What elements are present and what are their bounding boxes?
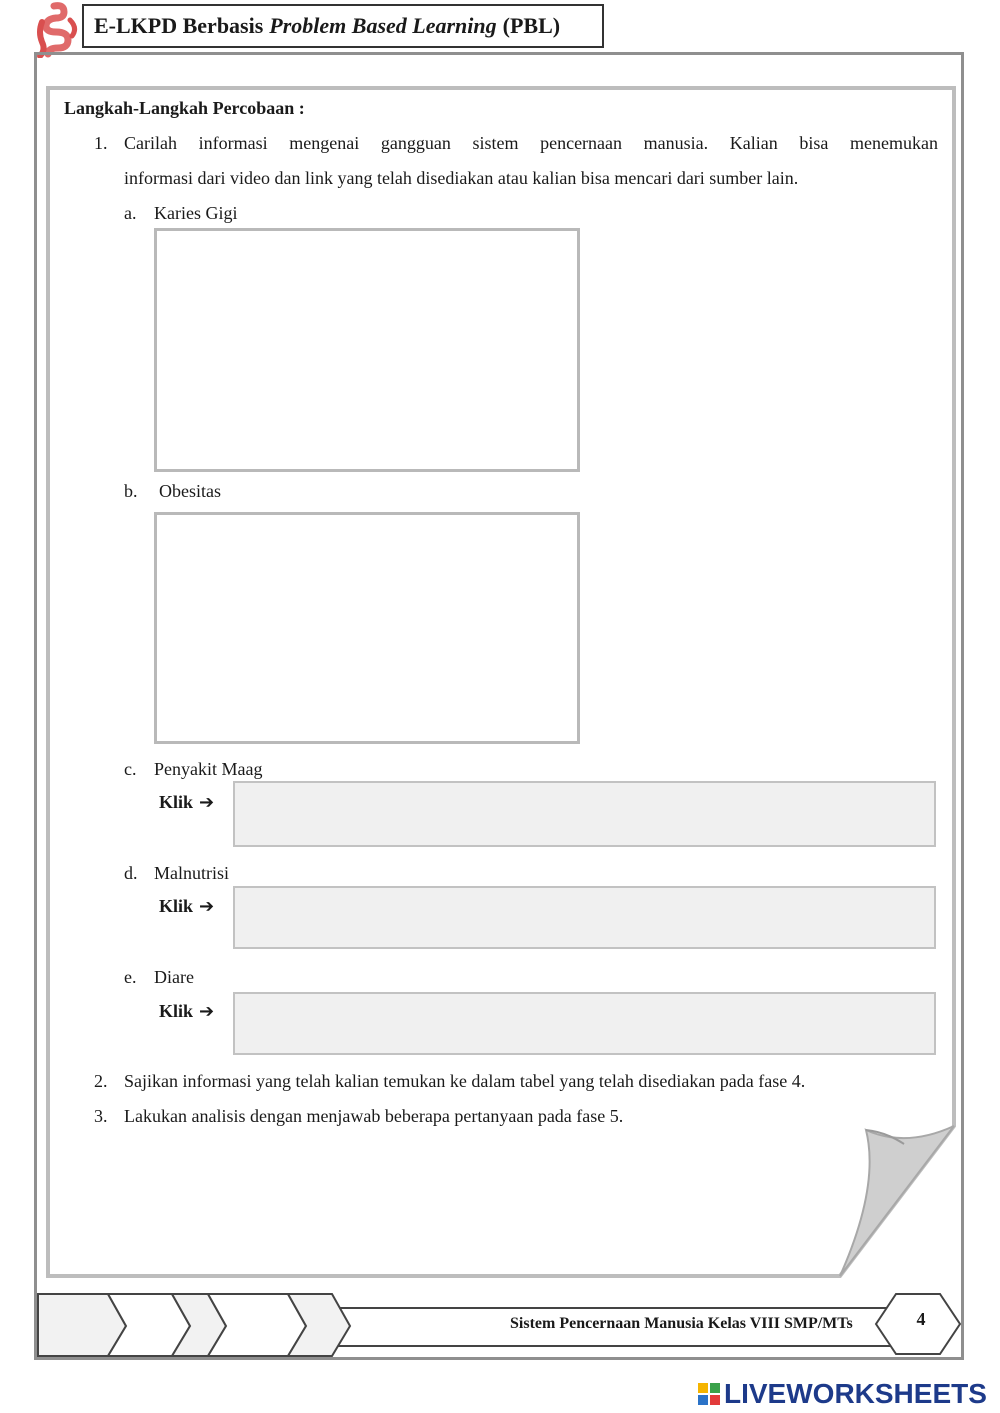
- step-2-text: Sajikan informasi yang telah kalian temukan ke dalam tabel yang telah disediakan pada fase 4.: [124, 1071, 806, 1091]
- sub-item-a-label: Karies Gigi: [154, 203, 238, 223]
- title-italic: Problem Based Learning: [269, 13, 497, 38]
- sub-item-b-label: Obesitas: [159, 481, 221, 501]
- page-number: 4: [916, 1309, 926, 1329]
- answer-box-karies-gigi[interactable]: [154, 228, 580, 472]
- step-1-text-line2: informasi dari video dan link yang telah disediakan atau kalian bisa mencari dari sumber lain.: [124, 168, 799, 188]
- step-1-text-line1: Carilah informasi mengenai gangguan sistem pencernaan manusia. Kalian bisa menemukan: [124, 133, 938, 153]
- sub-item-c-letter: c.: [124, 759, 137, 779]
- sub-item-e-label: Diare: [154, 967, 194, 987]
- answer-box-obesitas[interactable]: [154, 512, 580, 744]
- page-title: [82, 4, 604, 48]
- title-prefix: E-LKPD Berbasis: [94, 13, 264, 38]
- sub-item-d-letter: d.: [124, 863, 138, 883]
- arrow-right-icon: ➔: [199, 1001, 215, 1022]
- liveworksheets-logo: [698, 1378, 987, 1410]
- arrow-right-icon: ➔: [199, 896, 215, 917]
- sub-item-e-letter: e.: [124, 967, 137, 987]
- link-box-malnutrisi[interactable]: [233, 886, 936, 949]
- sub-item-d-label: Malnutrisi: [154, 863, 229, 883]
- step-3-text: Lakukan analisis dengan menjawab beberapa pertanyaan pada fase 5.: [124, 1106, 624, 1126]
- step-1-number: 1.: [94, 133, 108, 153]
- sub-item-c-label: Penyakit Maag: [154, 759, 263, 779]
- intestine-icon: [34, 2, 80, 58]
- step-3-number: 3.: [94, 1106, 108, 1126]
- klik-text: Klik: [159, 896, 194, 916]
- klik-text: Klik: [159, 792, 194, 812]
- klik-label-maag: [159, 792, 214, 813]
- klik-label-malnutrisi: [159, 896, 214, 917]
- klik-label-diare: [159, 1001, 214, 1022]
- footer-text: Sistem Pencernaan Manusia Kelas VIII SMP/MTs: [510, 1315, 853, 1332]
- section-heading: Langkah-Langkah Percobaan :: [64, 98, 305, 118]
- sub-item-a-letter: a.: [124, 203, 137, 223]
- link-box-diare[interactable]: [233, 992, 936, 1055]
- liveworksheets-text: LIVEWORKSHEETS: [724, 1378, 987, 1409]
- step-2-number: 2.: [94, 1071, 108, 1091]
- klik-text: Klik: [159, 1001, 194, 1021]
- liveworksheets-icon: [698, 1383, 720, 1405]
- link-box-penyakit-maag[interactable]: [233, 781, 936, 847]
- title-suffix: (PBL): [502, 13, 561, 38]
- arrow-right-icon: ➔: [199, 792, 215, 813]
- sub-item-b-letter: b.: [124, 481, 138, 501]
